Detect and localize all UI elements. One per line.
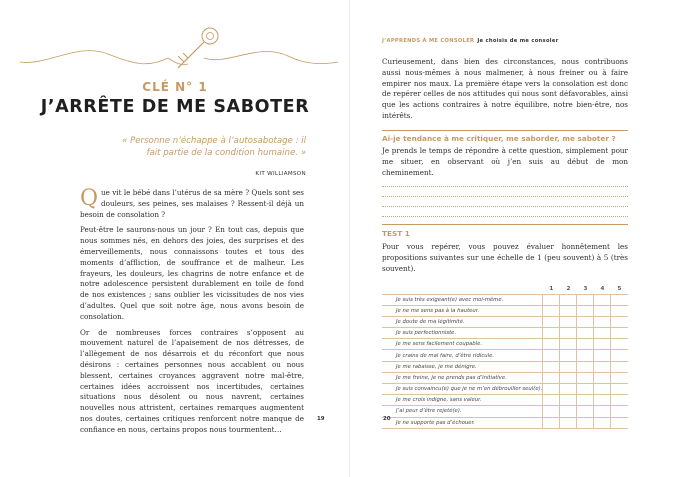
table-row <box>382 395 628 406</box>
rating-cell[interactable] <box>594 372 611 383</box>
paragraph-1-text: ue vit le bébé dans l’utérus de sa mère ? Quels sont ses douleurs, ses peines, ses malaises ? Ressent-il déjà un besoin de consolation ? <box>80 188 304 219</box>
rating-cell[interactable] <box>611 305 628 316</box>
rating-cell[interactable] <box>611 339 628 350</box>
rating-cell[interactable] <box>560 361 577 372</box>
rating-cell[interactable] <box>594 316 611 327</box>
answer-line <box>382 206 628 207</box>
table-row <box>382 372 628 383</box>
rating-cell[interactable] <box>543 395 560 406</box>
rating-cell[interactable] <box>577 361 594 372</box>
answer-line <box>382 186 628 187</box>
key-ornament-icon <box>18 22 340 74</box>
rating-cell[interactable] <box>560 350 577 361</box>
rating-cell[interactable] <box>594 417 611 428</box>
rating-cell[interactable] <box>577 350 594 361</box>
key-number-label: CLÉ N° 1 <box>142 80 208 94</box>
scale-header: 1 <box>549 286 554 293</box>
rating-cell[interactable] <box>543 316 560 327</box>
rating-cell[interactable] <box>543 417 560 428</box>
chapter-title: J’ARRÊTE DE ME SABOTER <box>40 97 310 117</box>
answer-line <box>382 216 628 217</box>
table-row <box>382 417 628 428</box>
page-number-left: 19 <box>317 416 325 422</box>
table-row <box>382 328 628 339</box>
rating-cell[interactable] <box>611 372 628 383</box>
table-row <box>382 406 628 417</box>
paragraph-2: Peut-être le saurons-nous un jour ? En tout cas, depuis que nous sommes nés, en dehors des joies, des surprises et des émerveillements, nous connaissons toutes et tous des moments d’affliction, de souffrance et de malheur. Les frayeurs, les douleurs, les chagrins de notre enfance et de notre adolescence persistent durablement en toile de fond de nos existences ; sans oublier les vicissitudes de nos vies d’adultes. Quel que soit notre âge, nous avons besoin de consolation. <box>80 225 304 321</box>
table-row <box>382 294 628 305</box>
rating-cell[interactable] <box>577 406 594 417</box>
rating-cell[interactable] <box>577 294 594 305</box>
epigraph-author: KIT WILLIAMSON <box>255 171 306 177</box>
statement-cell: Je crains de mal faire, d’être ridicule. <box>382 350 543 361</box>
paragraph-3: Or de nombreuses forces contraires s’opposent au mouvement naturel de l’apaisement de nos détresses, de l’allègement de nos désarrois et du réconfort que nous désirons : certaines personnes nous accablent ou nous blessent, certaines croyances aggravent notre mal-être, certaines idées accroissent nos incertitudes, certaines situations nous désolent ou nous navrent, certaines nouvelles nous attristent, certaines remarques augmentent nos doutes, certaines critiques renforcent notre manque de confiance en nous, certains propos nous tourmentent… <box>80 327 304 434</box>
test-paragraph: Pour vous repérer, vous pouvez évaluer honnêtement les propositions suivantes sur une échelle de 1 (peu souvent) à 5 (très souvent). <box>382 242 628 273</box>
rating-cell[interactable] <box>543 372 560 383</box>
self-assessment-table <box>382 285 628 429</box>
rating-cell[interactable] <box>543 350 560 361</box>
statement-cell: Je suis convaincu(e) que je ne m’en débrouiller seul(e). <box>382 384 543 395</box>
rating-cell[interactable] <box>560 372 577 383</box>
rating-cell[interactable] <box>594 294 611 305</box>
scale-header: 4 <box>600 286 605 293</box>
intro-paragraph: Curieusement, dans bien des circonstances, nous contribuons aussi nous-mêmes à nous malmener, à nous freiner ou à faire empirer nos maux. La première étape vers la consolation est donc de repérer celles de nos attitudes qui nous sont défavorables, ainsi que les actions contraires à notre équilibre, notre bien-être, nos intérêts. <box>382 57 628 120</box>
rating-cell[interactable] <box>577 305 594 316</box>
rating-cell[interactable] <box>594 305 611 316</box>
drop-cap: Q <box>80 186 99 211</box>
answer-line <box>382 196 628 197</box>
statement-cell: Je suis perfectionniste. <box>382 328 543 339</box>
rating-cell[interactable] <box>543 339 560 350</box>
rating-cell[interactable] <box>560 395 577 406</box>
statement-cell: Je me sens facilement coupable. <box>382 339 543 350</box>
rating-cell[interactable] <box>560 417 577 428</box>
rating-cell[interactable] <box>611 406 628 417</box>
table-row <box>382 305 628 316</box>
rating-cell[interactable] <box>577 316 594 327</box>
table-row <box>382 350 628 361</box>
rating-cell[interactable] <box>611 328 628 339</box>
statement-cell: Je suis très exigeant(e) avec moi-même. <box>382 294 543 305</box>
test-heading: TEST 1 <box>382 229 410 238</box>
rating-cell[interactable] <box>543 328 560 339</box>
question-paragraph: Je prends le temps de répondre à cette question, simplement pour me situer, en observant où j’en suis au début de mon cheminement. <box>382 146 628 177</box>
rating-cell[interactable] <box>611 361 628 372</box>
rating-cell[interactable] <box>611 395 628 406</box>
scale-header: 3 <box>583 286 588 293</box>
rating-cell[interactable] <box>577 372 594 383</box>
rating-cell[interactable] <box>594 350 611 361</box>
rating-cell[interactable] <box>594 406 611 417</box>
statement-cell: Je me rabaisse, je me dénigre. <box>382 361 543 372</box>
running-head <box>382 38 559 44</box>
rating-cell[interactable] <box>577 328 594 339</box>
rating-cell[interactable] <box>594 328 611 339</box>
table-row <box>382 361 628 372</box>
rating-cell[interactable] <box>560 294 577 305</box>
table-row <box>382 339 628 350</box>
section-divider <box>382 224 628 225</box>
statement-cell: Je doute de ma légitimité. <box>382 316 543 327</box>
table-row <box>382 316 628 327</box>
statement-column-header <box>382 285 543 294</box>
rating-cell[interactable] <box>543 406 560 417</box>
statement-cell: J’ai peur d’être rejeté(e). <box>382 406 543 417</box>
rating-cell[interactable] <box>611 350 628 361</box>
rating-cell[interactable] <box>594 395 611 406</box>
rating-cell[interactable] <box>543 384 560 395</box>
statement-cell: Je me freine, je ne prends pas d’initiative. <box>382 372 543 383</box>
left-body-text <box>80 188 304 441</box>
scale-header: 2 <box>566 286 571 293</box>
statement-cell: Je ne me sens pas à la hauteur. <box>382 305 543 316</box>
rating-cell[interactable] <box>543 305 560 316</box>
rating-cell[interactable] <box>577 395 594 406</box>
scale-header: 5 <box>617 286 622 293</box>
statement-cell: Je ne supporte pas d’échouer. <box>382 417 543 428</box>
rating-cell[interactable] <box>560 384 577 395</box>
rating-cell[interactable] <box>594 339 611 350</box>
rating-cell[interactable] <box>611 294 628 305</box>
rating-cell[interactable] <box>577 417 594 428</box>
running-head-part: J’APPRENDS À ME CONSOLER <box>382 38 475 44</box>
running-head-chapter: Je choisis de me consoler <box>477 38 559 44</box>
rating-cell[interactable] <box>560 316 577 327</box>
rating-cell[interactable] <box>560 328 577 339</box>
page-number-right: 20 <box>383 416 391 422</box>
rating-cell[interactable] <box>560 305 577 316</box>
rating-cell[interactable] <box>594 361 611 372</box>
rating-cell[interactable] <box>543 294 560 305</box>
paragraph-1 <box>80 188 304 220</box>
rating-cell[interactable] <box>577 384 594 395</box>
rating-cell[interactable] <box>611 316 628 327</box>
table-row <box>382 384 628 395</box>
rating-cell[interactable] <box>560 406 577 417</box>
rating-cell[interactable] <box>577 339 594 350</box>
rating-cell[interactable] <box>543 361 560 372</box>
question-heading: Ai-je tendance à me critiquer, me saborder, me saboter ? <box>382 134 616 143</box>
section-divider <box>382 130 628 131</box>
right-page <box>350 0 700 477</box>
rating-cell[interactable] <box>594 384 611 395</box>
rating-cell[interactable] <box>560 339 577 350</box>
epigraph-quote: « Personne n’échappe à l’autosabotage : il fait partie de la condition humaine. » <box>122 136 306 158</box>
statement-cell: Je me crois indigne, sans valeur. <box>382 395 543 406</box>
rating-cell[interactable] <box>611 384 628 395</box>
rating-cell[interactable] <box>611 417 628 428</box>
